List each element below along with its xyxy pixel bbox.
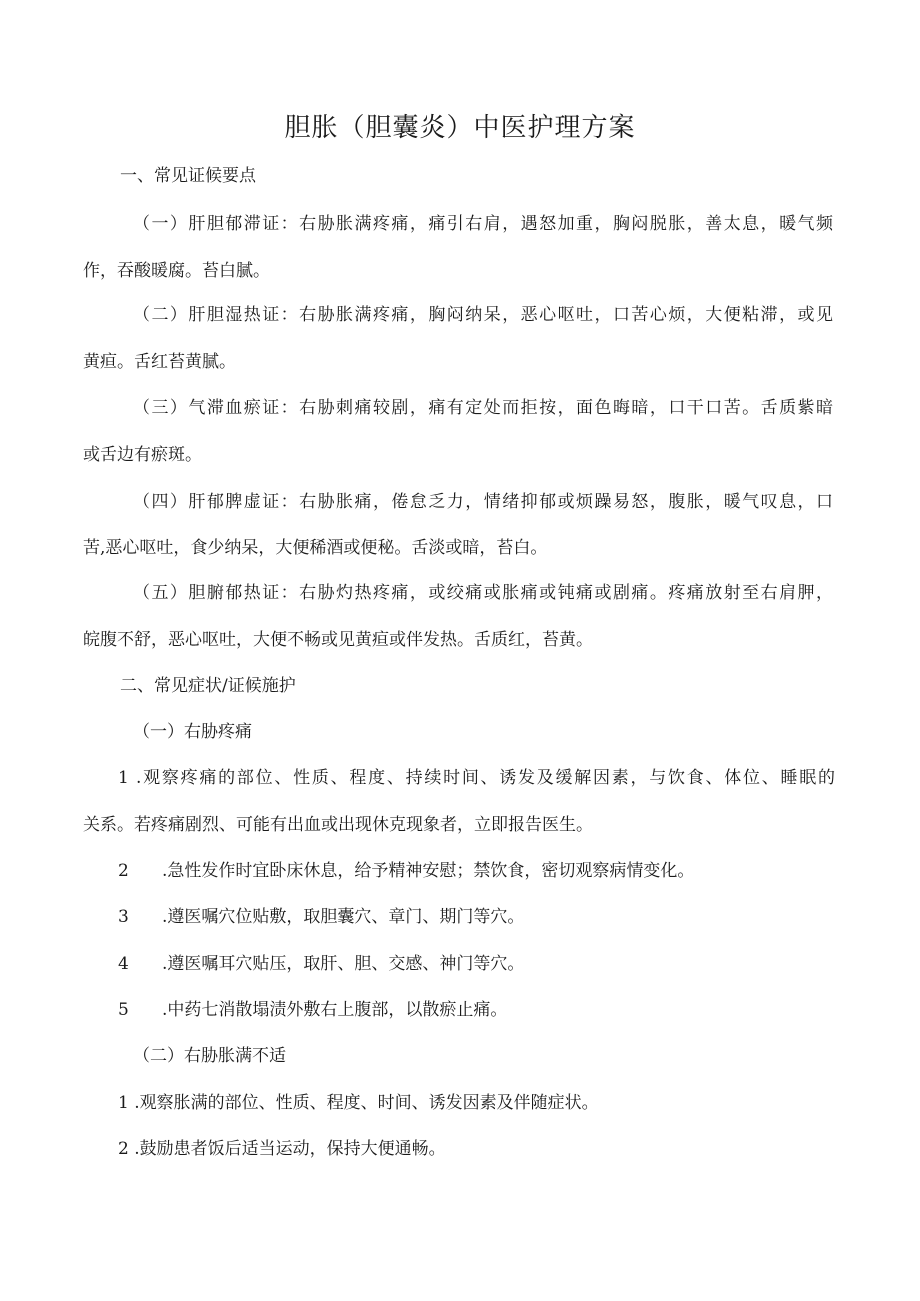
- subsection-heading-distension: （二）右胁胀满不适: [133, 1046, 286, 1066]
- syndrome-4-line1: （四）肝郁脾虚证：右胁胀痛，倦怠乏力，情绪抑郁或烦躁易怒，腹胀，暖气叹息，口: [133, 492, 833, 512]
- syndrome-1-line1: （一）肝胆郁滞证：右胁胀满疼痛，痛引右肩，遇怒加重，胸闷脱胀，善太息，暖气频: [133, 214, 833, 234]
- syndrome-1-line2: 作，吞酸暖腐。苔白腻。: [83, 261, 270, 281]
- syndrome-2-line1: （二）肝胆湿热证：右胁胀满疼痛，胸闷纳呆，恶心呕吐，口苦心烦，大便粘滞，或见: [133, 305, 833, 325]
- distension-item-1: 1 .观察胀满的部位、性质、程度、时间、诱发因素及伴随症状。: [118, 1093, 599, 1113]
- pain-item-2: 2 .急性发作时宜卧床休息，给予精神安慰；禁饮食，密切观察病情变化。: [118, 861, 695, 881]
- syndrome-2-line2: 黄疸。舌红苔黄腻。: [83, 352, 236, 372]
- syndrome-5-line1: （五）胆腑郁热证：右胁灼热疼痛，或绞痛或胀痛或钝痛或剧痛。疼痛放射至右肩胛，: [133, 583, 833, 603]
- section-heading-nursing: 二、常见症状/证候施护: [120, 676, 296, 696]
- document-title: 胆胀（胆囊炎）中医护理方案: [284, 113, 636, 143]
- pain-item-4: 4 .遵医嘱耳穴贴压，取肝、胆、交感、神门等穴。: [118, 954, 525, 974]
- syndrome-5-line2: 皖腹不舒，恶心呕吐，大便不畅或见黄疸或伴发热。舌质红，苔黄。: [83, 630, 593, 650]
- section-heading-syndromes: 一、常见证候要点: [120, 166, 256, 186]
- pain-item-1-line1: 1 .观察疼痛的部位、性质、程度、持续时间、诱发及缓解因素，与饮食、体位、睡眠的: [118, 768, 835, 788]
- subsection-heading-pain: （一）右胁疼痛: [133, 722, 252, 742]
- syndrome-3-line1: （三）气滞血瘀证：右胁刺痛较剧，痛有定处而拒按，面色晦暗，口干口苦。舌质紫暗: [133, 398, 833, 418]
- pain-item-5: 5 .中药七消散塌渍外敷右上腹部，以散瘀止痛。: [118, 1000, 508, 1020]
- syndrome-4-line2: 苦,恶心呕吐，食少纳呆，大便稀酒或便秘。舌淡或暗，苔白。: [83, 538, 548, 558]
- syndrome-3-line2: 或舌边有瘀斑。: [83, 445, 202, 465]
- pain-item-3: 3 .遵医嘱穴位贴敷，取胆囊穴、章门、期门等穴。: [118, 907, 525, 927]
- distension-item-2: 2 .鼓励患者饭后适当运动，保持大便通畅。: [118, 1139, 446, 1159]
- pain-item-1-line2: 关系。若疼痛剧烈、可能有出血或出现休克现象者，立即报告医生。: [83, 815, 593, 835]
